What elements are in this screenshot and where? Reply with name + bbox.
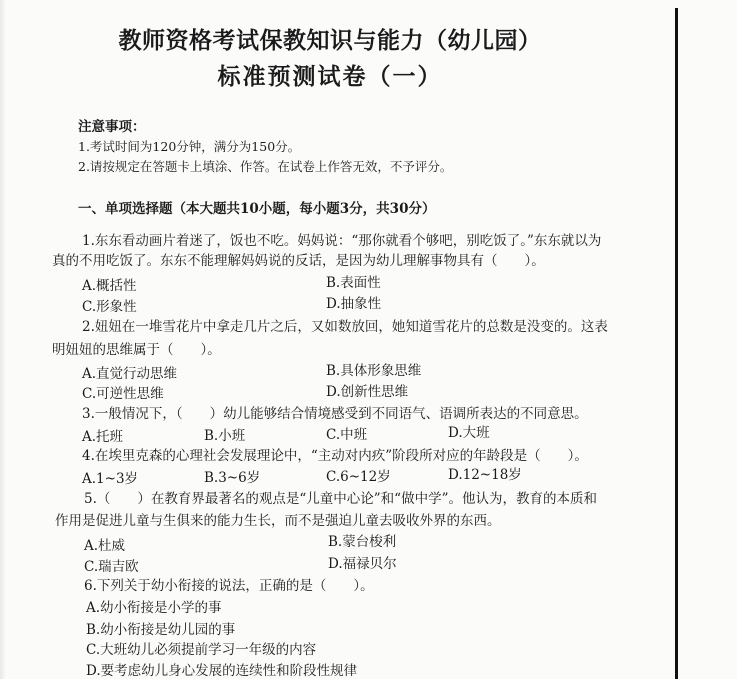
q4-option-a: A.1~3岁 (82, 471, 139, 487)
note-item-1: 1.考试时间为120分钟，满分为150分。 (78, 139, 301, 154)
q1-option-c: C.形象性 (82, 299, 137, 315)
question-5-text: 5.（ ）在教育界最著名的观点是“儿童中心论”和“做中学”。他认为，教育的本质和 (84, 491, 597, 507)
q3-option-a: A.托班 (82, 429, 124, 445)
document-title: 教师资格考试保教知识与能力（幼儿园） (118, 27, 542, 54)
question-1-text-cont: 真的不用吃饭了。东东不能理解妈妈说的反话，是因为幼儿理解事物具有（ ）。 (52, 253, 545, 269)
q4-option-b: B.3~6岁 (204, 470, 261, 486)
q3-option-c: C.中班 (326, 427, 368, 443)
q5-option-b: B.蒙台梭利 (328, 534, 397, 550)
q5-option-d: D.福禄贝尔 (328, 556, 397, 572)
q4-option-d: D.12~18岁 (448, 467, 522, 483)
question-2-text-cont: 明妞妞的思维属于（ ）。 (52, 342, 221, 358)
q2-option-b: B.具体形象思维 (326, 363, 422, 379)
q3-option-b: B.小班 (204, 428, 246, 444)
q1-option-d: D.抽象性 (326, 296, 382, 312)
q5-option-a: A.杜威 (84, 538, 126, 554)
question-4-text: 4.在埃里克森的心理社会发展理论中，“主动对内疚”阶段所对应的年龄段是（ ）。 (82, 448, 588, 464)
q6-option-c: C.大班幼儿必须提前学习一年级的内容 (86, 642, 317, 658)
notes-heading: 注意事项： (78, 119, 146, 135)
q1-option-b: B.表面性 (326, 275, 381, 291)
page-edge-line (675, 8, 678, 679)
q6-option-a: A.幼小衔接是小学的事 (86, 600, 222, 616)
q6-option-b: B.幼小衔接是幼儿园的事 (86, 622, 236, 638)
q2-option-a: A.直觉行动思维 (82, 366, 178, 382)
question-3-text: 3.一般情况下，（ ）幼儿能够结合情境感受到不同语气、语调所表达的不同意思。 (82, 406, 588, 422)
q4-option-c: C.6~12岁 (326, 469, 391, 485)
q5-option-c: C.瑞吉欧 (84, 559, 139, 575)
note-item-2: 2.请按规定在答题卡上填涂、作答。在试卷上作答无效，不予评分。 (78, 159, 453, 174)
section-heading: 一、单项选择题（本大题共10小题，每小题3分，共30分） (78, 201, 436, 217)
q3-option-d: D.大班 (448, 425, 490, 441)
page-shadow (0, 0, 6, 679)
q2-option-d: D.创新性思维 (326, 384, 409, 400)
q2-option-c: C.可逆性思维 (82, 386, 164, 402)
question-2-text: 2.妞妞在一堆雪花片中拿走几片之后，又如数放回，她知道雪花片的总数是没变的。这表 (82, 319, 608, 335)
q1-option-a: A.概括性 (82, 278, 137, 294)
q6-option-d: D.要考虑幼儿身心发展的连续性和阶段性规律 (86, 663, 358, 679)
question-6-text: 6.下列关于幼小衔接的说法，正确的是（ ）。 (84, 578, 374, 594)
question-1-text: 1.东东看动画片着迷了，饭也不吃。妈妈说：“那你就看个够吧，别吃饭了。”东东就以为 (82, 233, 602, 249)
question-5-text-cont: 作用是促进儿童与生俱来的能力生长，而不是强迫儿童去吸收外界的东西。 (55, 513, 501, 529)
document-subtitle: 标准预测试卷（一） (217, 63, 443, 90)
